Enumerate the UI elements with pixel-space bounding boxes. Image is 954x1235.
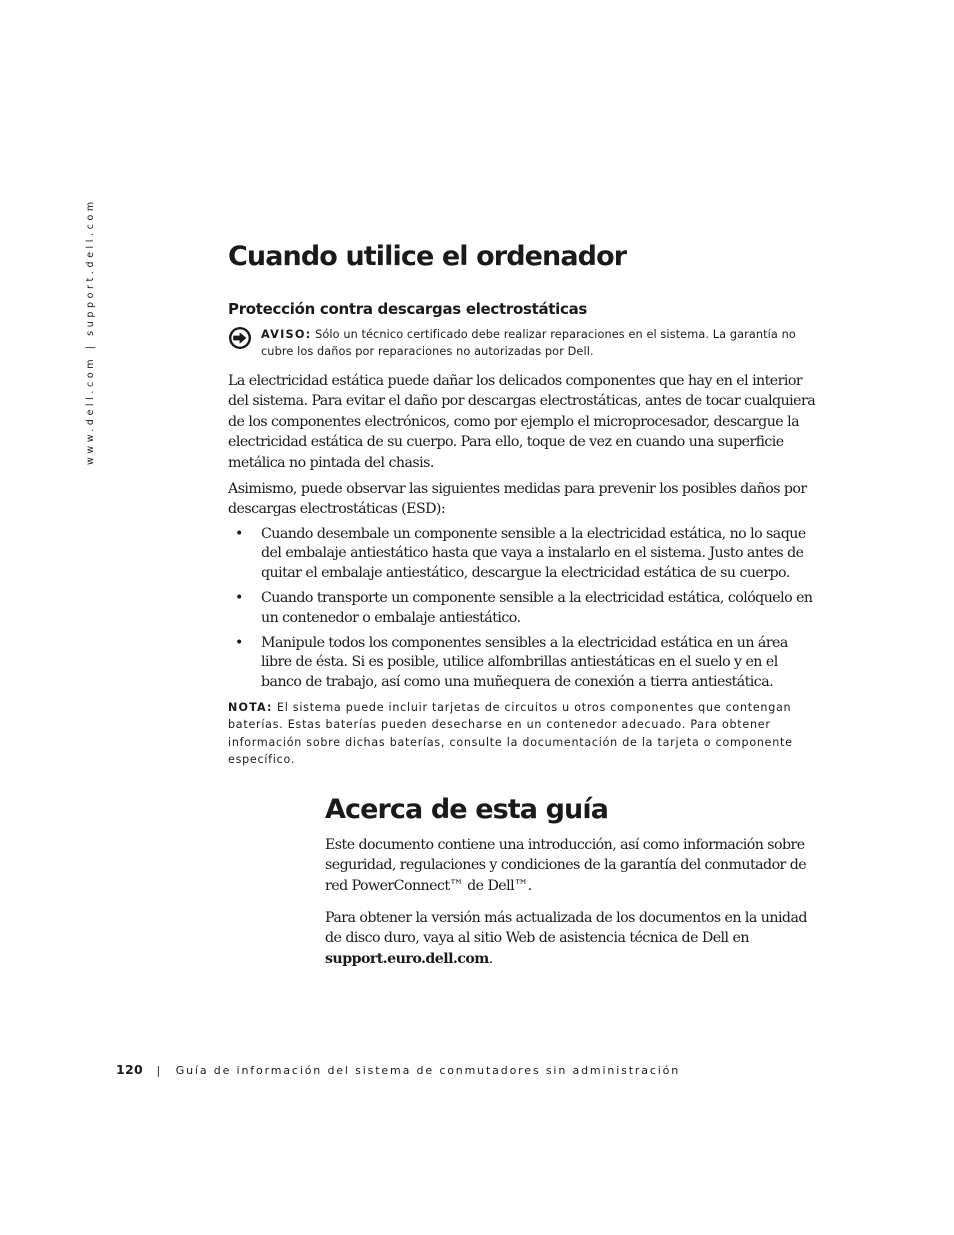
notice-body: Sólo un técnico certificado debe realizar reparaciones en el sistema. La garantía no cubre los daños por reparaciones no autorizadas por Dell.	[261, 328, 796, 358]
note-block	[228, 699, 818, 769]
note-label: NOTA:	[228, 701, 273, 714]
esd-bullet-list	[228, 525, 818, 698]
bullet-mark: •	[235, 635, 243, 652]
bullet-mark: •	[235, 526, 243, 542]
esd-paragraph-2: Asimismo, puede observar las siguientes medidas para prevenir los posibles daños por descargas electrostáticas (ESD):	[228, 481, 807, 518]
list-item	[228, 589, 818, 628]
subsection-title-esd: Protección contra descargas electrostáticas	[228, 300, 588, 318]
notice-arrow-icon	[228, 326, 252, 350]
bullet-mark: •	[235, 590, 243, 607]
sidebar-url: www.dell.com | support.dell.com	[85, 198, 96, 465]
section-title-using-computer: Cuando utilice el ordenador	[228, 241, 627, 272]
section-title-about-guide: Acerca de esta guía	[325, 794, 609, 825]
esd-paragraph-1: La electricidad estática puede dañar los delicados componentes que hay en el interior del sistema. Para evitar el daño por descargas electrostáticas, antes de tocar cualquiera de los componentes electrónicos, como por ejemplo el microprocesador, descargue la electricidad estática de su cuerpo. Para ello, toque de vez en cuando una superficie metálica no pintada del chasis.	[228, 373, 816, 471]
page-footer	[116, 1062, 680, 1079]
notice-block	[228, 326, 818, 360]
guide-paragraph-2	[325, 908, 817, 969]
notice-text	[261, 326, 818, 360]
notice-label: AVISO:	[261, 328, 312, 341]
list-item-text: Cuando desembale un componente sensible a la electricidad estática, no lo saque del embalaje antiestático hasta que vaya a instalarlo en el sistema. Justo antes de quitar el embalaje antiestático, descargue la electricidad estática de su cuerpo.	[261, 526, 806, 581]
list-item	[228, 634, 818, 692]
support-link[interactable]: support.euro.dell.com	[325, 950, 489, 967]
list-item	[228, 525, 818, 583]
list-item-text: Manipule todos los componentes sensibles a la electricidad estática en un área libre de ésta. Si es posible, utilice alfombrillas antiestáticas en el suelo y en el banco de trabajo, así como una muñequera de conexión a tierra antiestática.	[261, 635, 788, 690]
guide-paragraph-2-end: .	[488, 950, 493, 967]
guide-paragraph-2-text: Para obtener la versión más actualizada de los documentos en la unidad de disco duro, vaya al sitio Web de asistencia técnica de Dell en	[325, 910, 807, 947]
list-item-text: Cuando transporte un componente sensible a la electricidad estática, colóquelo en un contenedor o embalaje antiestático.	[261, 590, 813, 626]
page-number: 120	[116, 1062, 143, 1077]
footer-separator: |	[156, 1064, 161, 1077]
footer-title: Guía de información del sistema de conmutadores sin administración	[175, 1064, 681, 1077]
guide-paragraph-1: Este documento contiene una introducción, así como información sobre seguridad, regulaciones y condiciones de la garantía del conmutador de red PowerConnect™ de Dell™.	[325, 837, 807, 894]
note-body: El sistema puede incluir tarjetas de circuitos u otros componentes que contengan baterías. Estas baterías pueden desecharse en un contenedor adecuado. Para obtener información sobre dichas baterías, consulte la documentación de la tarjeta o componente específico.	[228, 701, 793, 767]
